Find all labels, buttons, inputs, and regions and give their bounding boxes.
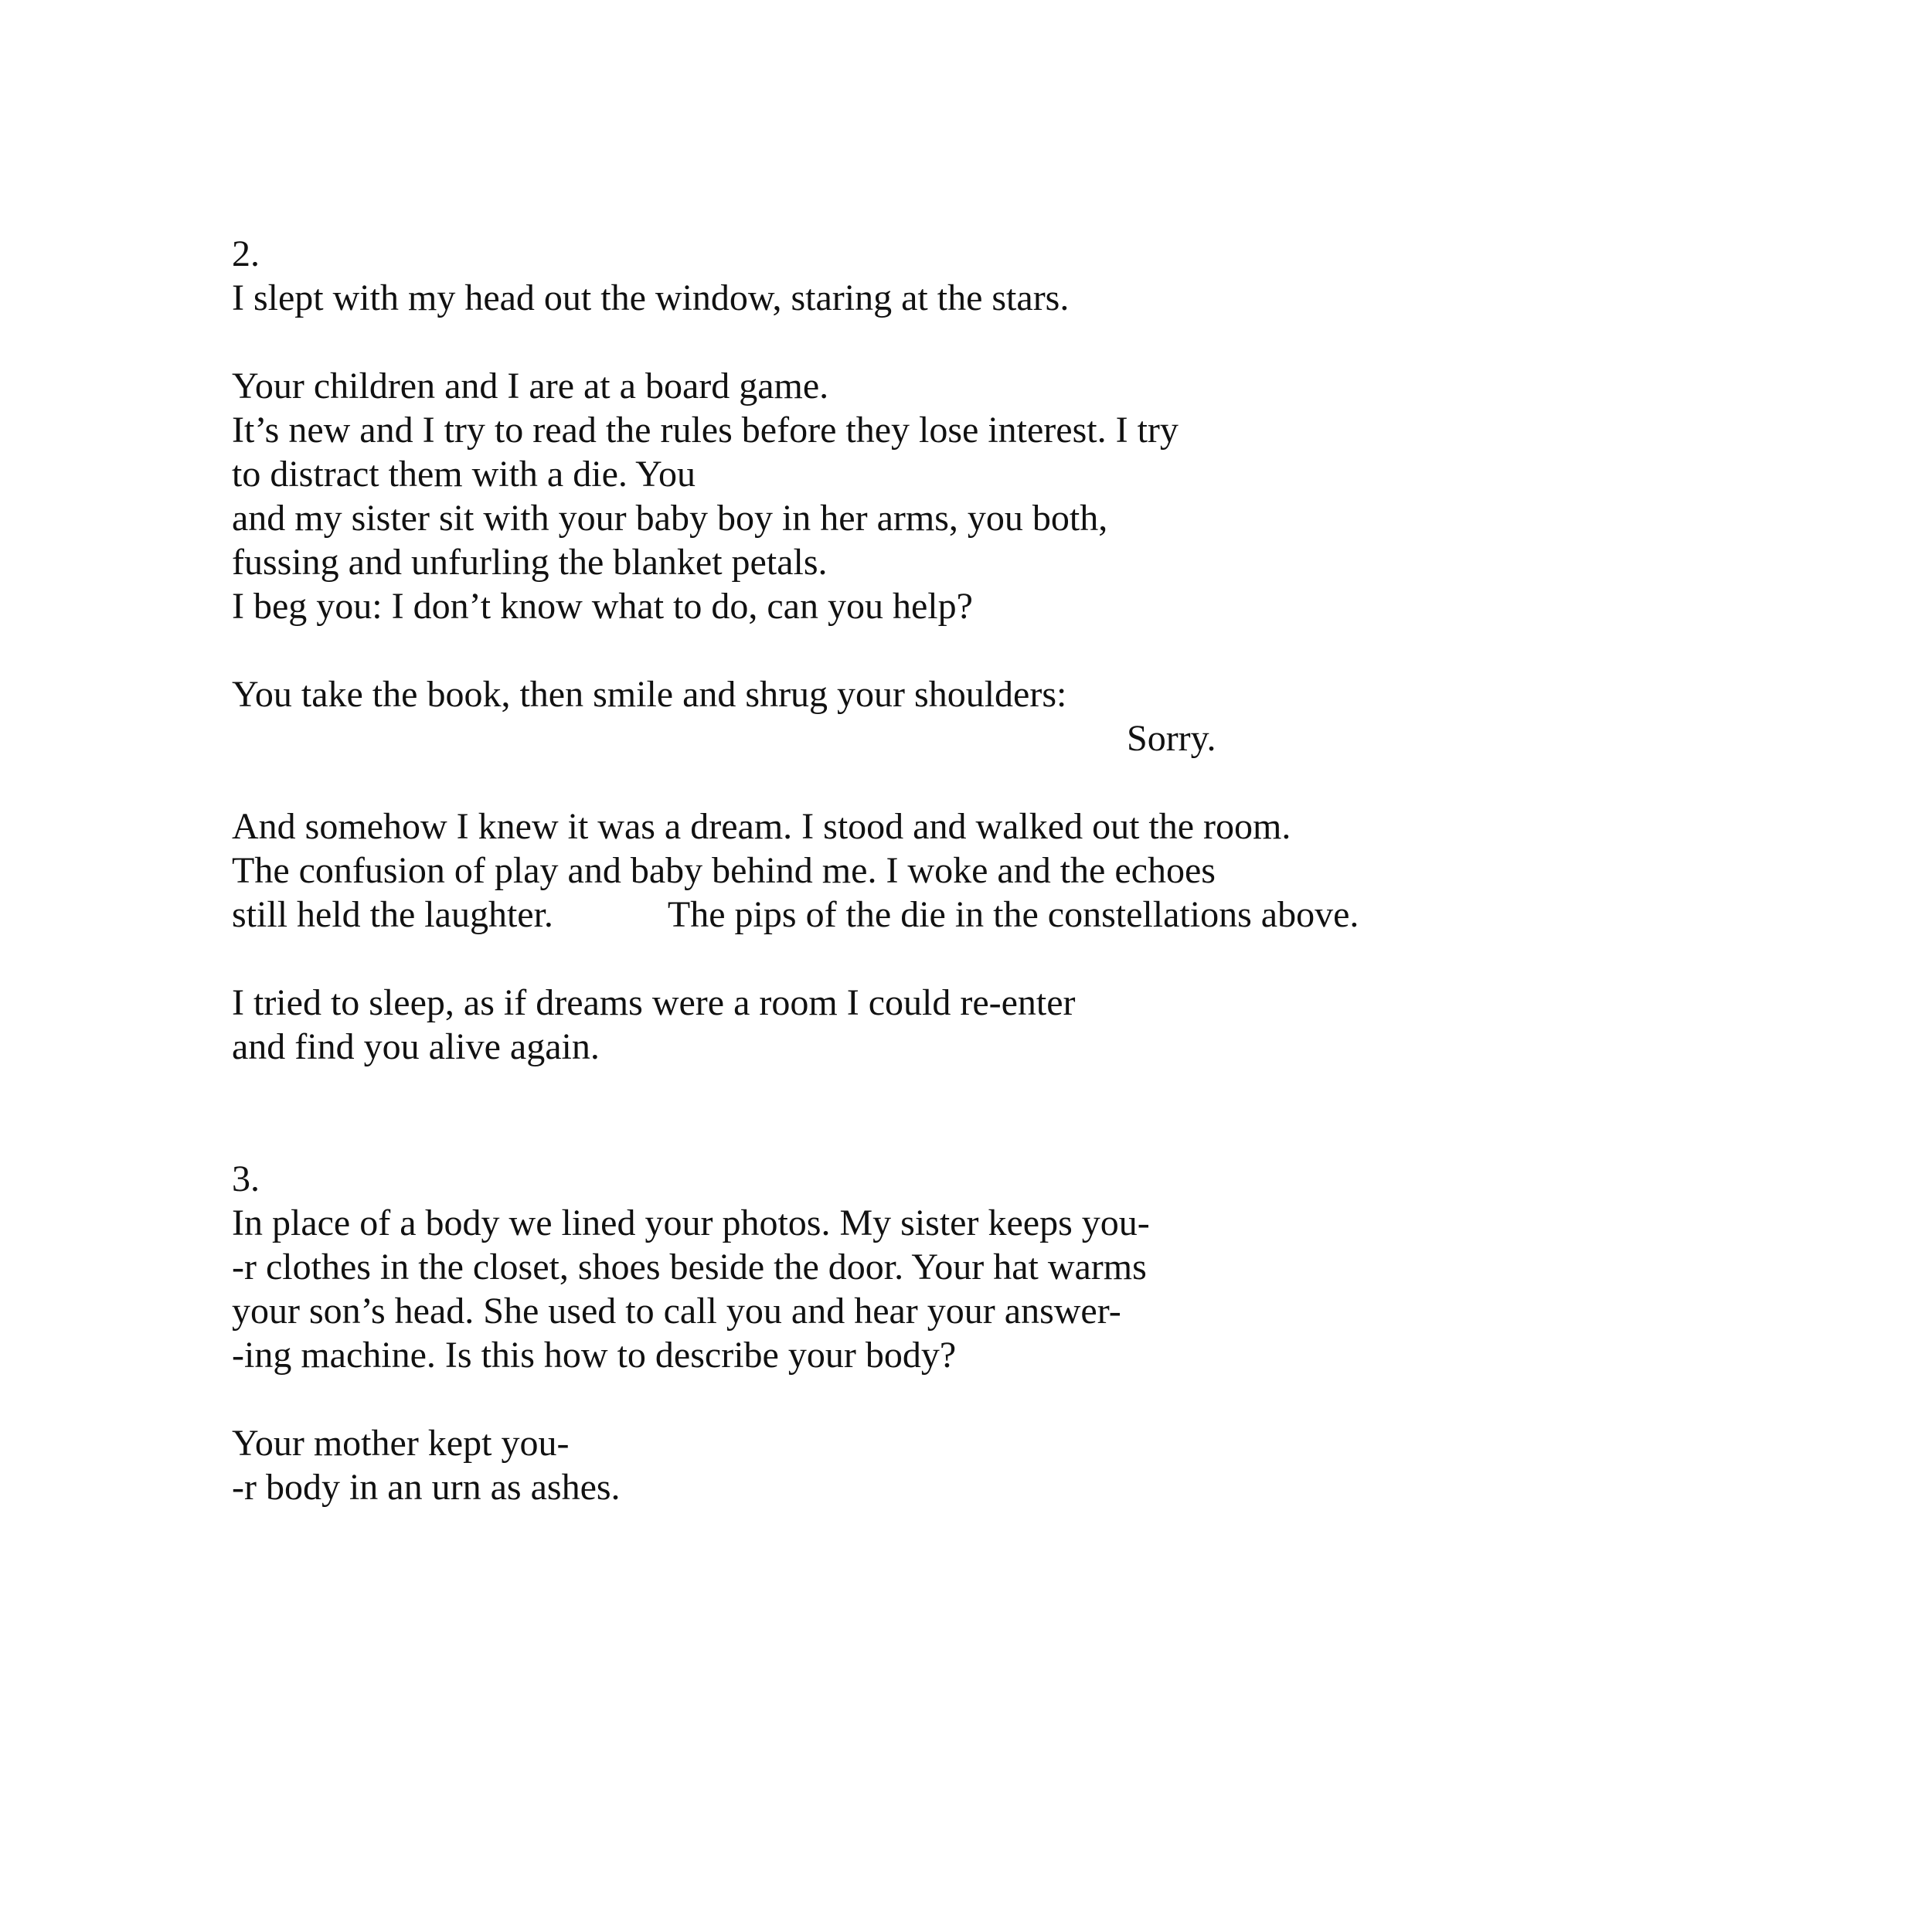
stanza-break	[232, 760, 1700, 804]
poem-line: I beg you: I don’t know what to do, can you help?	[232, 586, 973, 627]
poem-line: Your mother kept you-	[232, 1423, 570, 1464]
poem-page	[232, 232, 1700, 1509]
poem-line: I slept with my head out the window, staring at the stars.	[232, 277, 1070, 318]
section-number-2: 2.	[232, 233, 260, 274]
poem-line-split	[232, 893, 1700, 937]
poem-line: your son’s head. She used to call you and hear your answer-	[232, 1291, 1121, 1332]
poem-line: -r clothes in the closet, shoes beside the door. Your hat warms	[232, 1247, 1147, 1287]
stanza-break	[232, 1377, 1700, 1421]
poem-line: It’s new and I try to read the rules before they lose interest. I try	[232, 410, 1179, 451]
stanza-break	[232, 628, 1700, 672]
poem-line: And somehow I knew it was a dream. I stood and walked out the room.	[232, 806, 1291, 847]
poem-line: I tried to sleep, as if dreams were a room I could re-enter	[232, 982, 1076, 1023]
poem-line: fussing and unfurling the blanket petals.	[232, 542, 828, 583]
stanza-break	[232, 937, 1700, 981]
poem-line: The confusion of play and baby behind me. I woke and the echoes	[232, 850, 1216, 891]
stanza-break	[232, 320, 1700, 364]
poem-line-indented-sorry: Sorry.	[1127, 718, 1216, 759]
poem-line: and find you alive again.	[232, 1026, 600, 1067]
poem-line: -r body in an urn as ashes.	[232, 1467, 621, 1508]
poem-line: In place of a body we lined your photos. My sister keeps you-	[232, 1202, 1150, 1243]
poem-line: Your children and I are at a board game.	[232, 366, 829, 406]
section-number-3: 3.	[232, 1158, 260, 1199]
section-break	[232, 1069, 1700, 1157]
poem-line: You take the book, then smile and shrug your shoulders:	[232, 674, 1067, 715]
poem-line: -ing machine. Is this how to describe your body?	[232, 1335, 957, 1376]
poem-line-part-b: The pips of the die in the constellations above.	[667, 894, 1359, 935]
poem-line: to distract them with a die. You	[232, 454, 696, 495]
poem-line-part-a: still held the laughter.	[232, 894, 553, 935]
poem-line: and my sister sit with your baby boy in her arms, you both,	[232, 498, 1108, 539]
